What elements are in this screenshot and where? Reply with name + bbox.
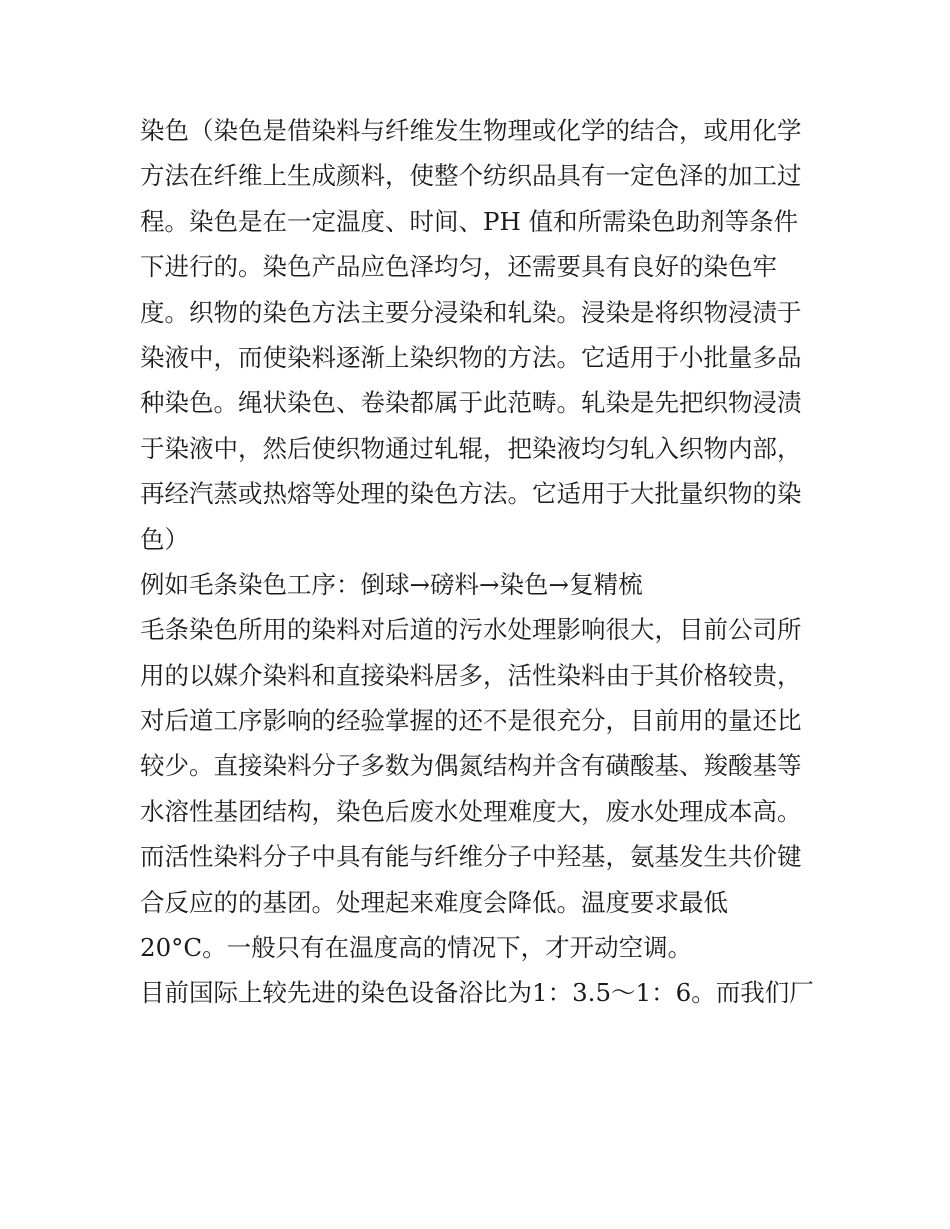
- text-line: 20°C。一般只有在温度高的情况下，才开动空调。: [140, 933, 693, 963]
- text-line: 方法在纤维上生成颜料，使整个纺织品具有一定色泽的加工过: [140, 161, 802, 191]
- text-line: 染液中，而使染料逐渐上染织物的方法。它适用于小批量多品: [140, 342, 802, 372]
- text-line: 水溶性基团结构，染色后废水处理难度大，废水处理成本高。: [140, 796, 802, 826]
- text-line: 较少。直接染料分子多数为偶氮结构并含有磺酸基、羧酸基等: [140, 751, 802, 781]
- text-line: 目前国际上较先进的染色设备浴比为1：3.5～1：6。而我们厂: [140, 978, 814, 1008]
- text-line: 程。染色是在一定温度、时间、PH 值和所需染色助剂等条件: [140, 206, 799, 236]
- text-line: 而活性染料分子中具有能与纤维分子中羟基，氨基发生共价键: [140, 842, 802, 872]
- text-line: 合反应的的基团。处理起来难度会降低。温度要求最低: [140, 887, 728, 917]
- text-line: 染色（染色是借染料与纤维发生物理或化学的结合，或用化学: [140, 116, 802, 145]
- text-line: 下进行的。染色产品应色泽均匀，还需要具有良好的染色牢: [140, 252, 777, 282]
- document-page: [140, 108, 830, 1016]
- text-line: 度。织物的染色方法主要分浸染和轧染。浸染是将织物浸渍于: [140, 297, 802, 327]
- text-line: 种染色。绳状染色、卷染都属于此范畴。轧染是先把织物浸渍: [140, 388, 802, 418]
- text-line: 毛条染色所用的染料对后道的污水处理影响很大，目前公司所: [140, 615, 802, 645]
- text-line: 用的以媒介染料和直接染料居多，活性染料由于其价格较贵，: [140, 660, 802, 690]
- text-line: 色）: [140, 524, 189, 554]
- text-line: 对后道工序影响的经验掌握的还不是很充分，目前用的量还比: [140, 706, 802, 736]
- text-line: 再经汽蒸或热熔等处理的染色方法。它适用于大批量织物的染: [140, 479, 802, 509]
- text-line: 于染液中，然后使织物通过轧辊，把染液均匀轧入织物内部，: [140, 433, 802, 463]
- text-line: 例如毛条染色工序：倒球→磅料→染色→复精梳: [140, 569, 643, 599]
